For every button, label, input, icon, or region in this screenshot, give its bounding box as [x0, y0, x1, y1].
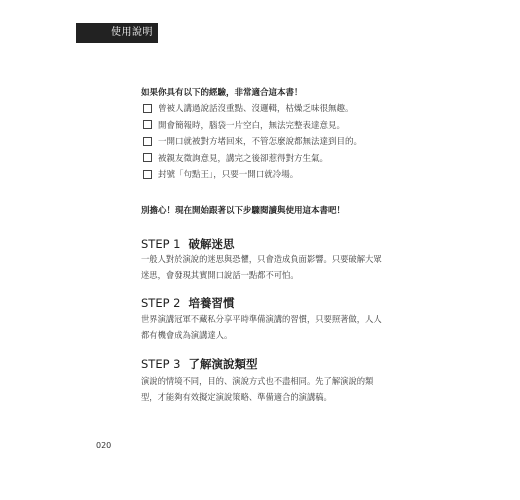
checklist-item-text: 開會簡報時，腦袋一片空白，無法完整表達意見。 — [158, 120, 346, 131]
checkbox-icon — [143, 153, 152, 162]
step-3-title — [141, 356, 258, 372]
page-number: 020 — [96, 441, 112, 450]
experience-checklist — [143, 100, 362, 183]
checklist-item-text: 曾被人講過說話沒重點、沒邏輯，枯燥乏味很無趣。 — [158, 104, 354, 115]
step-name: 了解演說類型 — [188, 357, 258, 371]
checkbox-icon — [143, 170, 152, 179]
step-name: 破解迷思 — [188, 237, 235, 251]
intro-heading: 如果你具有以下的經驗，非常適合這本書！ — [141, 88, 303, 98]
step-name: 培養習慣 — [188, 296, 235, 310]
checklist-item — [143, 133, 362, 150]
checklist-item-text: 封號「句點王」，只要一開口就冷場。 — [158, 170, 299, 181]
step-label: STEP 3 — [141, 357, 181, 371]
checklist-item-text: 一開口就被對方堵回來，不管怎麼說都無法達到目的。 — [158, 137, 363, 148]
checkbox-icon — [143, 120, 152, 129]
step-3-body: 演說的情境不同，目的、演說方式也不盡相同。先了解演說的類型，才能夠有效擬定演說策略、準備適合的演講稿。 — [141, 376, 374, 402]
section-label: 使用說明 — [76, 23, 158, 43]
step-2-body: 世界演講冠軍不藏私分享平時準備演講的習慣，只要照著做，人人都有機會成為演講達人。 — [141, 314, 382, 340]
checklist-item-text: 被親友徵詢意見，講完之後卻惹得對方生氣。 — [158, 153, 329, 164]
step-label: STEP 1 — [141, 237, 181, 251]
checkbox-icon — [143, 137, 152, 146]
checklist-item — [143, 166, 362, 183]
checklist-item — [143, 100, 362, 117]
step-1-body: 一般人對於演說的迷思與恐懼，只會造成負面影響。只要破解大眾迷思，會發現其實開口說話一點都不可怕。 — [141, 254, 382, 280]
step-1-title — [141, 236, 235, 252]
checklist-item — [143, 117, 362, 134]
cta-heading: 別擔心！現在開始跟著以下步驟閱讀與使用這本書吧！ — [141, 206, 346, 216]
step-2-title — [141, 295, 235, 311]
checkbox-icon — [143, 104, 152, 113]
checklist-item — [143, 150, 362, 167]
step-label: STEP 2 — [141, 296, 181, 310]
